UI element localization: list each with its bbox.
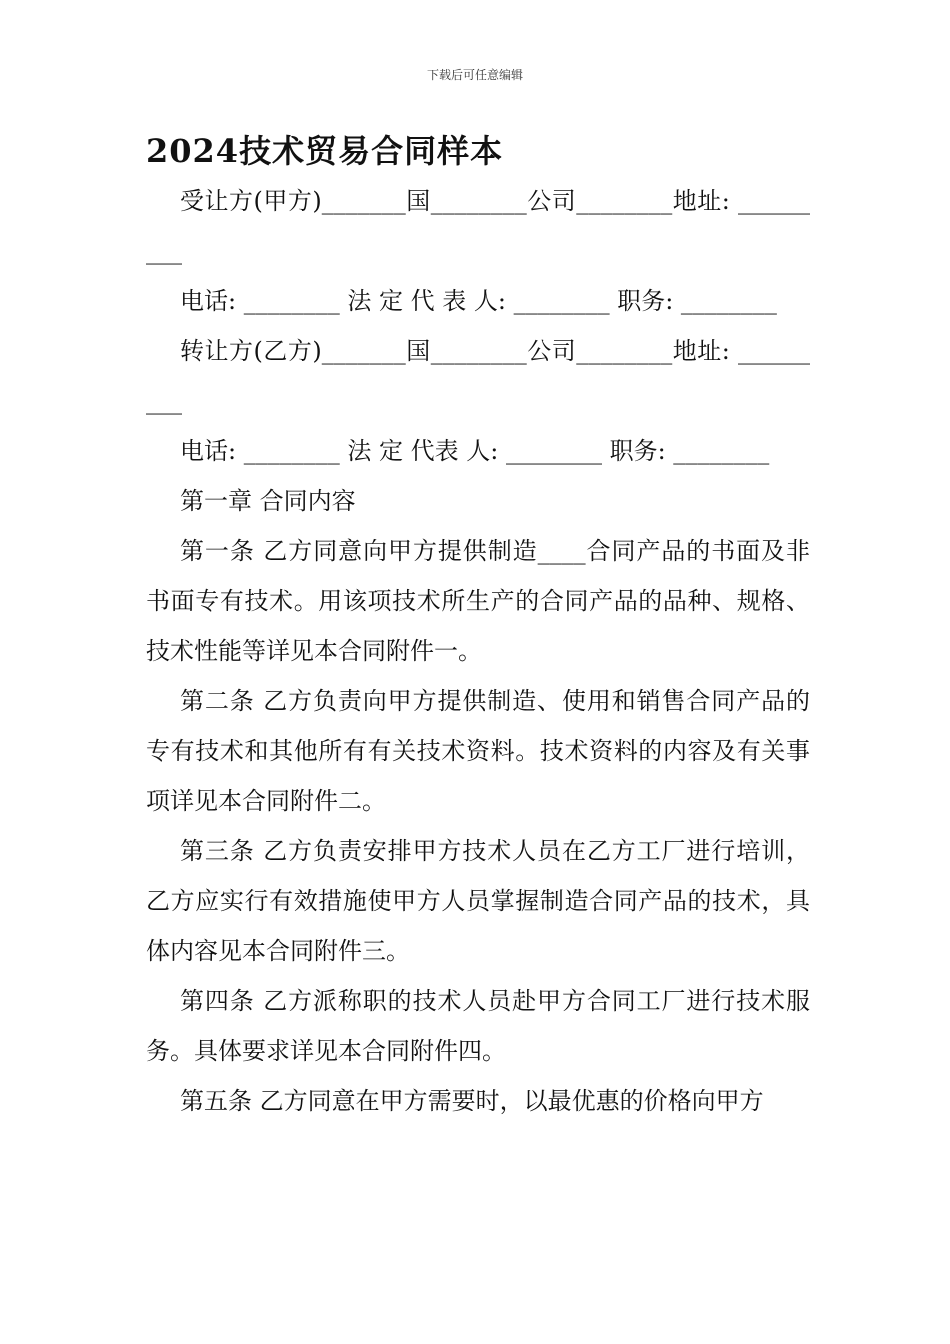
document-body: [146, 176, 810, 1126]
article-2: 第二条 乙方负责向甲方提供制造、使用和销售合同产品的专有技术和其他所有有关技术资料。技术资料的内容及有关事项详见本合同附件二。: [146, 687, 810, 815]
article-1: 第一条 乙方同意向甲方提供制造____合同产品的书面及非书面专有技术。用该项技术所生产的合同产品的品种、规格、技术性能等详见本合同附件一。: [146, 537, 810, 665]
document-title: 2024技术贸易合同样本: [146, 132, 504, 170]
article-4: 第四条 乙方派称职的技术人员赴甲方合同工厂进行技术服务。具体要求详见本合同附件四。: [146, 987, 810, 1065]
party-b-info: 转让方(乙方)_______国________公司________地址: _________: [146, 337, 810, 415]
page-header-note: 下载后可任意编辑: [426, 68, 523, 82]
party-b-contact: 电话: ________ 法 定 代表 人: ________ 职务: ________: [180, 437, 770, 465]
article-5: 第五条 乙方同意在甲方需要时，以最优惠的价格向甲方: [180, 1087, 764, 1115]
article-3: 第三条 乙方负责安排甲方技术人员在乙方工厂进行培训，乙方应实行有效措施使甲方人员掌握制造合同产品的技术，具体内容见本合同附件三。: [146, 837, 810, 965]
party-a-info: 受让方(甲方)_______国________公司________地址: _________: [146, 187, 810, 265]
party-a-contact: 电话: ________ 法 定 代 表 人: ________ 职务: ________: [180, 287, 777, 315]
chapter-heading: 第一章 合同内容: [180, 487, 356, 515]
